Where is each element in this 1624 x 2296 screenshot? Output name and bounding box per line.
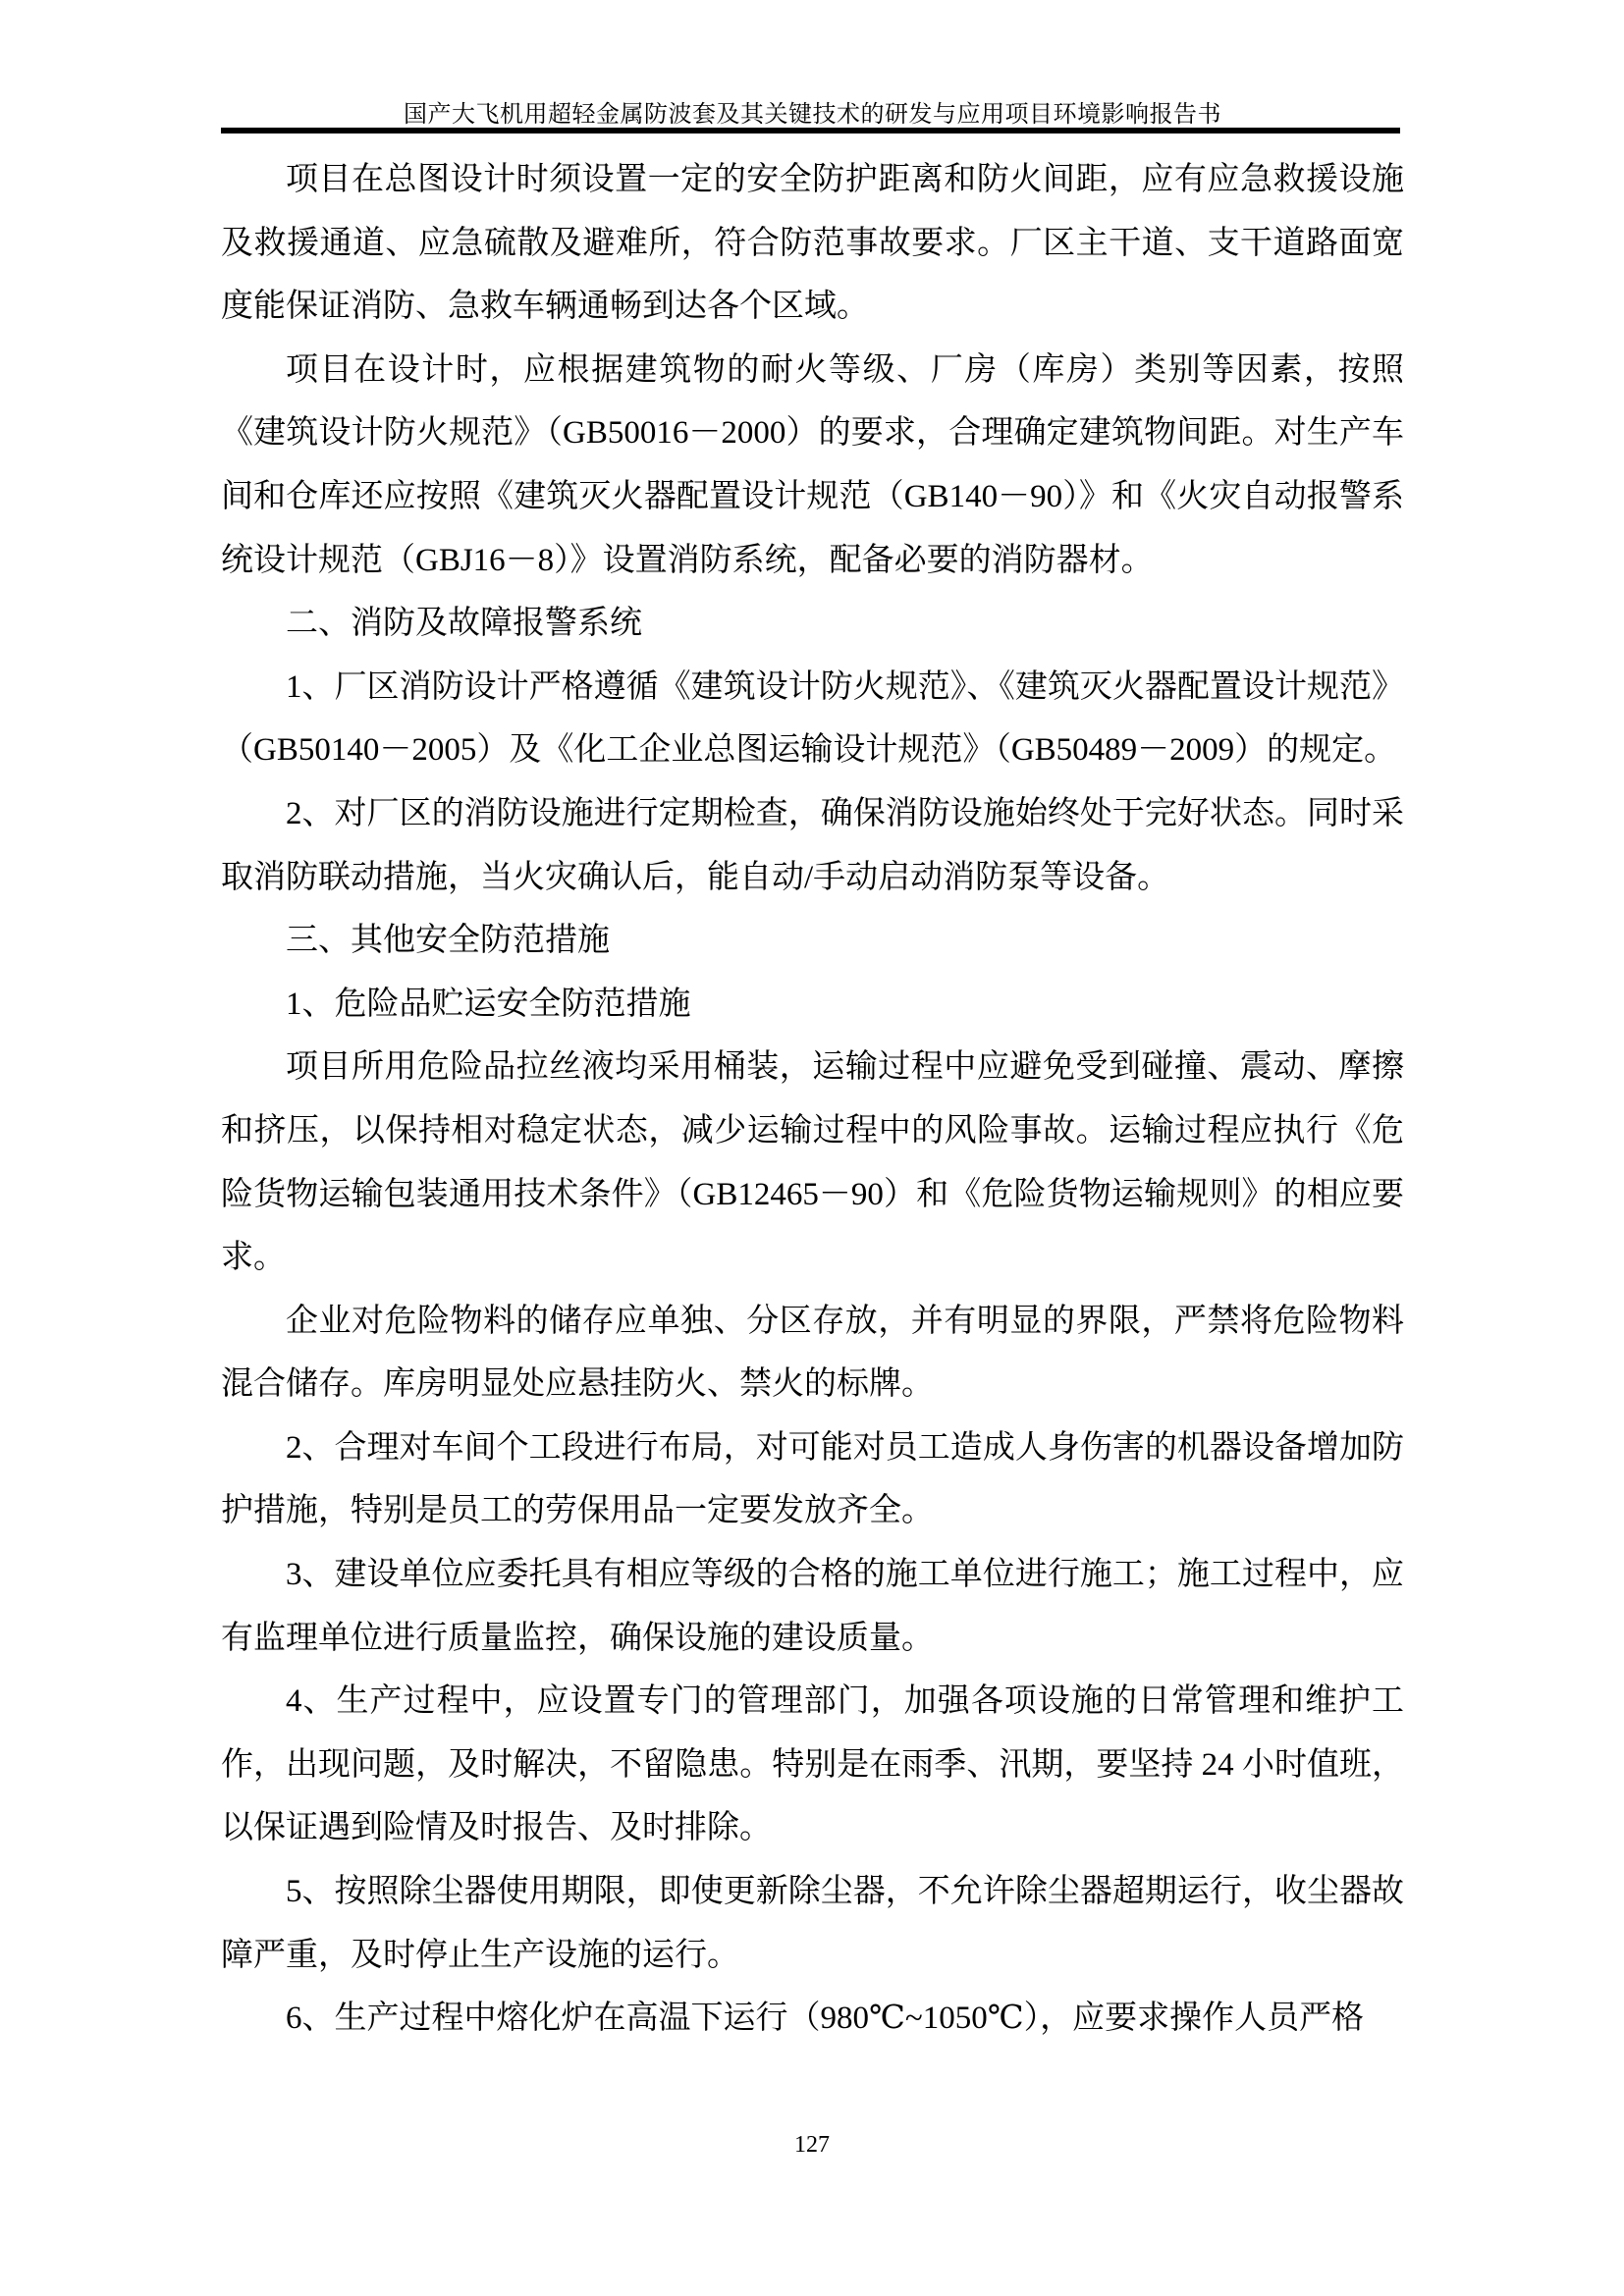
paragraph: 项目所用危险品拉丝液均采用桶装，运输过程中应避免受到碰撞、震动、摩擦和挤压，以保持相对稳定状态，减少运输过程中的风险事故。运输过程应执行《危险货物运输包装通用技术条件》（GB12465－90）和《危险货物运输规则》的相应要求。	[221, 1049, 1404, 1276]
section-heading: 1、危险品贮运安全防范措施	[286, 986, 691, 1022]
paragraph: 5、按照除尘器使用期限，即使更新除尘器，不允许除尘器超期运行，收尘器故障严重，及时停止生产设施的运行。	[221, 1874, 1404, 1973]
document-body	[221, 148, 1404, 2051]
paragraph: 4、生产过程中，应设置专门的管理部门，加强各项设施的日常管理和维护工作，出现问题，及时解决，不留隐患。特别是在雨季、汛期，要坚持 24 小时值班，以保证遇到险情及时报告、及时排除。	[221, 1683, 1404, 1846]
section-heading: 二、消防及故障报警系统	[286, 606, 642, 642]
paragraph: 1、厂区消防设计严格遵循《建筑设计防火规范》、《建筑灭火器配置设计规范》（GB50140－2005）及《化工企业总图运输设计规范》（GB50489－2009）的规定。	[221, 668, 1404, 769]
header-rule	[221, 128, 1400, 133]
section-heading: 三、其他安全防范措施	[286, 923, 610, 959]
paragraph: 2、对厂区的消防设施进行定期检查，确保消防设施始终处于完好状态。同时采取消防联动措施，当火灾确认后，能自动/手动启动消防泵等设备。	[221, 795, 1404, 895]
paragraph: 项目在设计时，应根据建筑物的耐火等级、厂房（库房）类别等因素，按照《建筑设计防火规范》（GB50016－2000）的要求，合理确定建筑物间距。对生产车间和仓库还应按照《建筑灭火器配置设计规范（GB140－90）》和《火灾自动报警系统设计规范（GBJ16－8）》设置消防系统，配备必要的消防器材。	[221, 351, 1404, 578]
paragraph: 6、生产过程中熔化炉在高温下运行（980℃~1050℃），应要求操作人员严格	[286, 2001, 1365, 2037]
header-title: 国产大飞机用超轻金属防波套及其关键技术的研发与应用项目环境影响报告书	[404, 102, 1221, 128]
page-number: 127	[794, 2132, 830, 2158]
paragraph: 3、建设单位应委托具有相应等级的合格的施工单位进行施工；施工过程中，应有监理单位进行质量监控，确保设施的建设质量。	[221, 1557, 1404, 1656]
paragraph: 企业对危险物料的储存应单独、分区存放，并有明显的界限，严禁将危险物料混合储存。库房明显处应悬挂防火、禁火的标牌。	[221, 1303, 1404, 1403]
paragraph: 项目在总图设计时须设置一定的安全防护距离和防火间距，应有应急救援设施及救援通道、应急硫散及避难所，符合防范事故要求。厂区主干道、支干道路面宽度能保证消防、急救车辆通畅到达各个区域。	[221, 162, 1404, 325]
paragraph: 2、合理对车间个工段进行布局，对可能对员工造成人身伤害的机器设备增加防护措施，特别是员工的劳保用品一定要发放齐全。	[221, 1429, 1404, 1529]
